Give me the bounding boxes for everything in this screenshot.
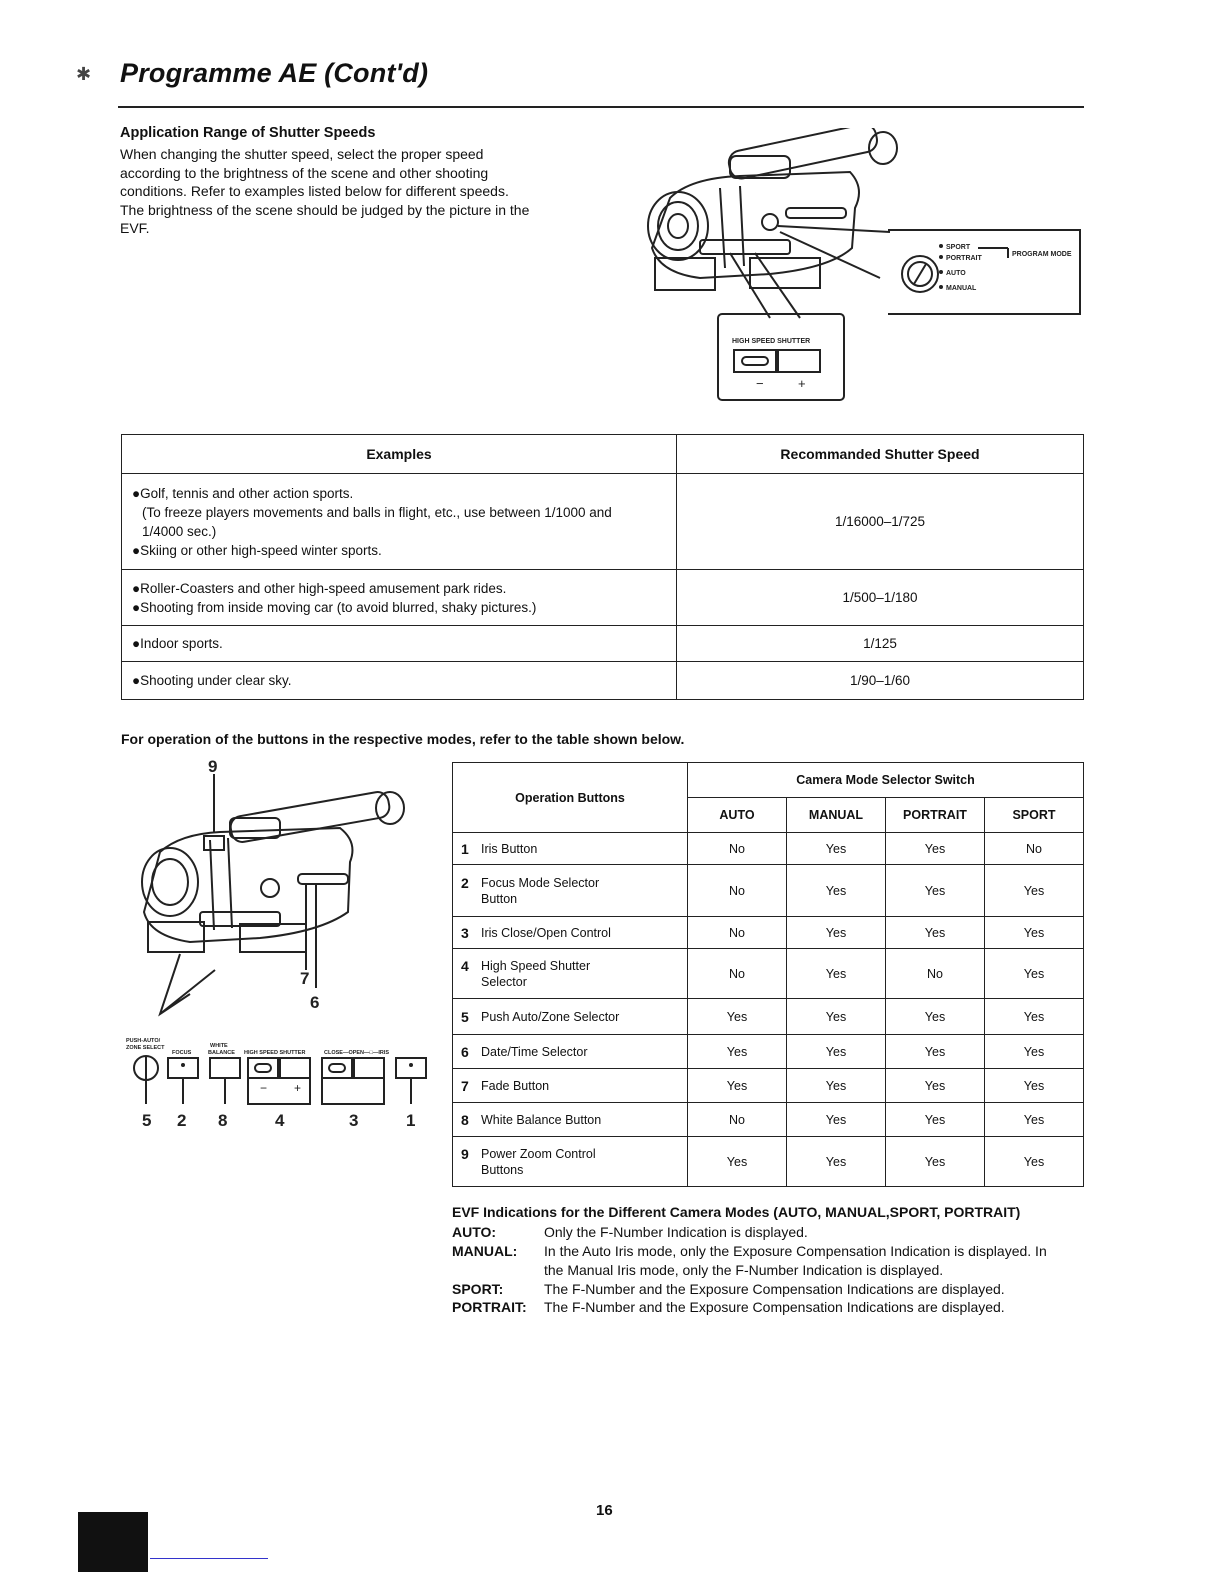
operation-buttons-header: Operation Buttons (453, 763, 688, 833)
table-cell: Yes (787, 949, 886, 999)
table-cell: Yes (787, 1035, 886, 1069)
row-number: 8 (461, 1111, 469, 1128)
row-number: 5 (461, 1008, 469, 1025)
button-name: High Speed Shutter Selector (481, 958, 591, 989)
table-cell: Yes (985, 999, 1084, 1035)
row-number: 6 (461, 1043, 469, 1060)
example-line: (To freeze players movements and balls in flight, etc., use between 1/1000 and (142, 504, 612, 520)
table-cell: Yes (886, 833, 985, 865)
example-line: ●Roller-Coasters and other high-speed amusement park rides. (132, 580, 507, 596)
intro-line: conditions. Refer to examples listed below for different speeds. (120, 183, 509, 199)
focus-label: FOCUS (172, 1050, 192, 1056)
camcorder-buttons-illustration (120, 752, 440, 1132)
table-cell: Yes (985, 917, 1084, 949)
evf-text: The F-Number and the Exposure Compensation Indications are displayed. (544, 1299, 1005, 1315)
shutter-speed-examples-table (121, 434, 1084, 700)
table-cell: No (688, 865, 787, 917)
table-cell: Yes (688, 1035, 787, 1069)
table-row (453, 833, 1084, 865)
button-name: Iris Close/Open Control (481, 925, 611, 940)
evf-heading: EVF Indications for the Different Camera Modes (AUTO, MANUAL,SPORT, PORTRAIT) (452, 1204, 1021, 1220)
table-row (122, 474, 1084, 570)
speed-column-header: Recommanded Shutter Speed (677, 435, 1084, 474)
table-cell: Yes (787, 865, 886, 917)
shutter-plus-label: + (798, 376, 806, 391)
button-name: Iris Button (481, 841, 538, 856)
table-cell: Yes (688, 999, 787, 1035)
evf-label: PORTRAIT: (452, 1299, 527, 1315)
table-header-row (453, 763, 1084, 798)
table-row (453, 1103, 1084, 1137)
evf-label: AUTO: (452, 1224, 497, 1240)
table-cell: Yes (985, 865, 1084, 917)
example-line: 1/4000 sec.) (142, 523, 217, 539)
example-line: ●Skiing or other high-speed winter sports. (132, 542, 382, 558)
table-row (122, 662, 1084, 700)
table-cell: Yes (886, 1103, 985, 1137)
row-number: 7 (461, 1077, 469, 1094)
mode-portrait-label: PORTRAIT (946, 255, 982, 262)
white-label: WHITE (210, 1043, 228, 1049)
button-name: Push Auto/Zone Selector (481, 1009, 620, 1024)
table-cell: No (688, 1103, 787, 1137)
table-cell: Yes (985, 1069, 1084, 1103)
table-cell: Yes (688, 1069, 787, 1103)
button-name: Power Zoom Control Buttons (481, 1146, 596, 1177)
button-number-5: 5 (142, 1111, 152, 1130)
program-mode-label: PROGRAM MODE (1012, 251, 1072, 258)
intro-paragraph (120, 145, 570, 238)
evf-text: The F-Number and the Exposure Compensation Indications are displayed. (544, 1281, 1005, 1297)
table-cell: Yes (787, 1137, 886, 1187)
table-cell: Yes (985, 1137, 1084, 1187)
row-number: 2 (461, 874, 469, 891)
button-number-3: 3 (349, 1111, 359, 1130)
row-number: 3 (461, 924, 469, 941)
button-number-8: 8 (218, 1111, 228, 1130)
table-row (122, 570, 1084, 626)
examples-cell (122, 570, 677, 626)
table-cell: No (985, 833, 1084, 865)
examples-cell (122, 474, 677, 570)
page-title: Programme AE (Cont'd) (120, 58, 429, 88)
page-number: 16 (596, 1502, 613, 1519)
shutter-plus-label: + (294, 1081, 302, 1095)
table-cell: Yes (787, 833, 886, 865)
table-cell: No (688, 917, 787, 949)
button-name: Focus Mode Selector Button (481, 875, 600, 906)
evf-text: the Manual Iris mode, only the F-Number Indication is displayed. (544, 1262, 944, 1278)
title-bullet-icon: ✱ (76, 64, 92, 84)
callout-9: 9 (208, 757, 218, 776)
table-cell: Yes (886, 999, 985, 1035)
examples-cell: ●Indoor sports. (122, 626, 677, 662)
mode-header-sport: SPORT (985, 798, 1084, 833)
mode-header-manual: MANUAL (787, 798, 886, 833)
shutter-minus-label: − (756, 376, 764, 391)
button-number-1: 1 (406, 1111, 416, 1130)
table-cell: Yes (787, 1103, 886, 1137)
table-row (453, 917, 1084, 949)
table-row (122, 626, 1084, 662)
camera-mode-group-header: Camera Mode Selector Switch (688, 763, 1084, 798)
callout-6: 6 (310, 993, 320, 1012)
high-speed-shutter-label: HIGH SPEED SHUTTER (732, 338, 811, 345)
intro-line: according to the brightness of the scene and other shooting (120, 164, 489, 181)
row-number: 9 (461, 1145, 469, 1162)
table-row (453, 1137, 1084, 1187)
scan-artifact (78, 1512, 148, 1572)
evf-text: In the Auto Iris mode, only the Exposure Compensation Indication is displayed. In (544, 1243, 1047, 1259)
examples-cell: ●Shooting under clear sky. (122, 662, 677, 700)
button-name: Fade Button (481, 1078, 550, 1093)
table-row (453, 865, 1084, 917)
mode-auto-label: AUTO (946, 270, 966, 277)
evf-label: SPORT: (452, 1281, 504, 1297)
mode-header-portrait: PORTRAIT (886, 798, 985, 833)
table-cell: Yes (787, 917, 886, 949)
high-speed-shutter-label: HIGH SPEED SHUTTER (244, 1050, 306, 1056)
intro-line: When changing the shutter speed, select the proper speed (120, 146, 484, 162)
shutter-minus-label: − (260, 1081, 268, 1095)
row-number: 1 (461, 840, 469, 857)
table-row (453, 1069, 1084, 1103)
title-divider (118, 106, 1084, 108)
scan-artifact-line (150, 1558, 268, 1559)
balance-label: BALANCE (208, 1050, 235, 1056)
table-cell: Yes (886, 1035, 985, 1069)
mode-manual-label: MANUAL (946, 285, 977, 292)
operation-instruction: For operation of the buttons in the respective modes, refer to the table shown below. (121, 731, 685, 747)
table-cell: No (688, 833, 787, 865)
example-line: ●Shooting from inside moving car (to avoid blurred, shaky pictures.) (132, 599, 537, 615)
table-cell: No (688, 949, 787, 999)
close-open-iris-label: CLOSE—OPEN—□—IRIS (324, 1050, 390, 1056)
intro-line: The brightness of the scene should be judged by the picture in the (120, 201, 530, 218)
camcorder-top-illustration (630, 128, 1090, 404)
button-number-2: 2 (177, 1111, 187, 1130)
table-row (453, 949, 1084, 999)
table-cell: No (886, 949, 985, 999)
table-cell: Yes (886, 1137, 985, 1187)
callout-7: 7 (300, 969, 310, 988)
table-cell: Yes (985, 1035, 1084, 1069)
speed-cell: 1/90–1/60 (677, 662, 1084, 700)
table-cell: Yes (985, 1103, 1084, 1137)
operation-buttons-table (452, 762, 1084, 1187)
evf-text: Only the F-Number Indication is displayed. (544, 1224, 808, 1240)
table-cell: Yes (985, 949, 1084, 999)
table-row (453, 1035, 1084, 1069)
push-auto-label: PUSH-AUTO/ (126, 1038, 161, 1044)
zone-select-label: ZONE SELECT (126, 1045, 165, 1051)
examples-column-header: Examples (122, 435, 677, 474)
table-cell: Yes (787, 1069, 886, 1103)
button-name: Date/Time Selector (481, 1044, 588, 1059)
row-number: 4 (461, 957, 469, 974)
speed-cell: 1/500–1/180 (677, 570, 1084, 626)
evf-label: MANUAL: (452, 1243, 518, 1259)
table-cell: Yes (787, 999, 886, 1035)
intro-line: EVF. (120, 220, 150, 236)
mode-header-auto: AUTO (688, 798, 787, 833)
intro-heading: Application Range of Shutter Speeds (120, 125, 376, 141)
table-cell: Yes (886, 1069, 985, 1103)
table-cell: Yes (886, 865, 985, 917)
button-name: White Balance Button (481, 1112, 602, 1127)
example-line: ●Golf, tennis and other action sports. (132, 485, 354, 501)
mode-sport-label: SPORT (946, 244, 971, 251)
table-cell: Yes (886, 917, 985, 949)
table-cell: Yes (688, 1137, 787, 1187)
speed-cell: 1/16000–1/725 (677, 474, 1084, 570)
table-header-row (122, 435, 1084, 474)
table-row (453, 999, 1084, 1035)
button-number-4: 4 (275, 1111, 285, 1130)
speed-cell: 1/125 (677, 626, 1084, 662)
